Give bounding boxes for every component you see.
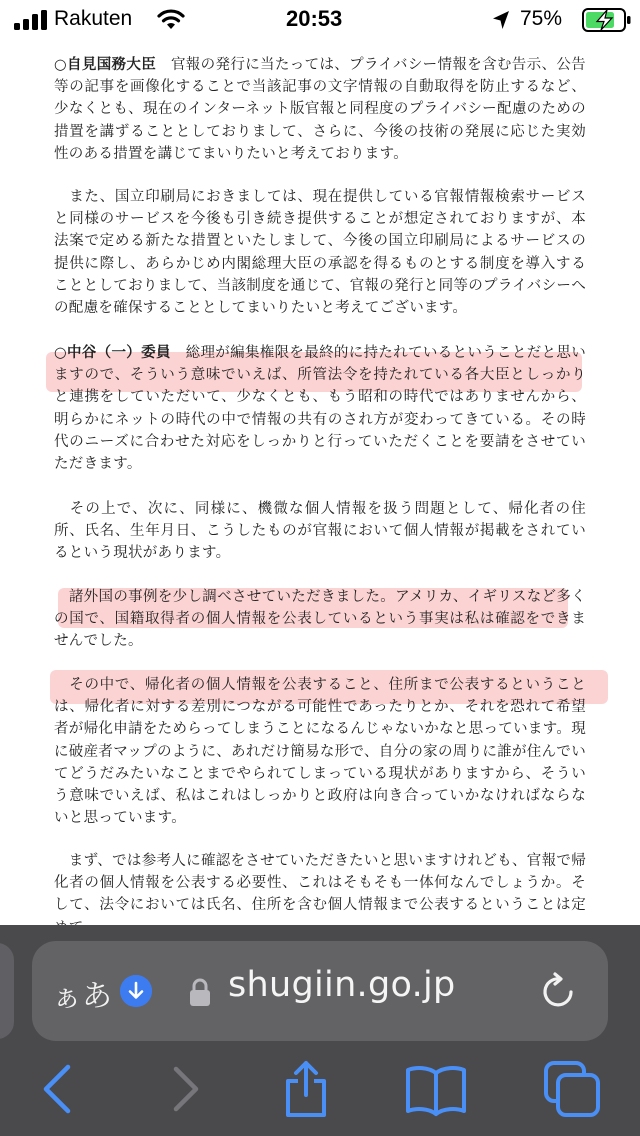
wifi-icon xyxy=(156,8,186,30)
tabs-icon[interactable] xyxy=(540,1057,604,1121)
paragraph xyxy=(54,498,586,565)
paragraph-text: その上で、次に、同様に、機微な個人情報を扱う問題として、帰化者の住所、氏名、生年月日、こうしたものが官報において個人情報が掲載をされているという現状があります。 xyxy=(54,501,586,562)
paragraph xyxy=(54,674,586,829)
address-bar[interactable] xyxy=(32,941,608,1041)
speaker-name: ○自見国務大臣 xyxy=(54,56,157,73)
chevron-right-icon[interactable] xyxy=(154,1057,218,1121)
reload-icon[interactable] xyxy=(538,971,578,1011)
clock: 20:53 xyxy=(286,6,343,31)
paragraph xyxy=(54,186,586,319)
carrier-name: Rakuten xyxy=(54,7,133,30)
status-bar xyxy=(0,0,640,40)
signal-bars-icon xyxy=(14,10,48,30)
paragraph-text: また、国立印刷局におきましては、現在提供している官報情報検索サービスと同様のサービスを今後も引き続き提供することが想定されておりますが、本法案で定める新たな措置といたしまして、今後の国立印刷局によるサービスの提供に際し、あらかじめ内閣総理大臣の承認を得るものとする制度を導入することとしておりまして、当該制度を通じて、官報の発行と同等のプライバシーへの配慮を確保することとしてまいりたいと考えてございます。 xyxy=(54,189,586,317)
paragraph xyxy=(54,342,586,475)
previous-tab-peek[interactable] xyxy=(0,943,14,1039)
paragraph-text: 官報の発行に当たっては、プライバシー情報を含む告示、公告等の記事を画像化することで当該記事の文字情報の自動取得を防止するなど、少なくとも、現在のインターネット版官報と同程度のプライバシー配慮のための措置を講ずることとしておりまして、さらに、今後の技術の発展に応じた実効性のある措置を講じてまいりたいと考えております。 xyxy=(54,57,586,162)
paragraph-text: 総理が編集権限を最終的に持たれているということだと思いますので、そういう意味でいえば、所管法令を持たれている各大臣としっかりと連携をしていただいて、少なくとも、もう昭和の時代ではありませんから、明らかにネットの時代の中で情報の共有のされ方が変わってきている。その時代のニーズに合わせた対応をしっかりと行っていただくことを要請をさせていただきます。 xyxy=(54,345,586,473)
document-view[interactable] xyxy=(0,40,640,925)
chevron-left-icon[interactable] xyxy=(26,1057,90,1121)
download-arrow-icon[interactable] xyxy=(120,975,152,1007)
open-book-icon[interactable] xyxy=(404,1057,468,1121)
paragraph xyxy=(54,54,586,165)
paragraph-text: その中で、帰化者の個人情報を公表すること、住所まで公表するということは、帰化者に対する差別につながる可能性であったりとか、それを恐れて希望者が帰化申請をためらってしまうことになるんじゃないかなと思っています。現に破産者マップのように、あれだけ簡易な形で、自分の家の周りに誰が住んでいてどうだみたいなことまでやられてしまっている現状がありますから、そういう意味でいえば、私はこれはしっかりと政府は向き合っていかなければならないと思っています。 xyxy=(54,677,586,827)
speaker-name: ○中谷（一）委員 xyxy=(54,344,171,361)
browser-bottom-bar xyxy=(0,925,640,1136)
paragraph-text: 諸外国の事例を少し調べさせていただきました。アメリカ、イギリスなど多くの国で、国籍取得者の個人情報を公表しているという事実は私は確認をできませんでした。 xyxy=(54,589,586,650)
battery-charging-icon xyxy=(582,8,632,32)
url-text[interactable]: shugiin.go.jp xyxy=(228,965,456,1005)
paragraph-text: まず、では参考人に確認をさせていただきたいと思いますけれども、官報で帰化者の個人情報を公表する必要性、これはそもそも一体何なんでしょうか。そして、法令においては氏名、住所を含む個人情報まで公表するということは定 xyxy=(54,853,586,914)
paragraph xyxy=(54,586,586,653)
lock-icon xyxy=(188,977,212,1007)
battery-percent: 75% xyxy=(520,7,563,30)
text-size-button[interactable]: ぁあ xyxy=(52,979,112,1014)
share-icon[interactable] xyxy=(274,1057,338,1121)
location-arrow-icon xyxy=(492,10,510,30)
